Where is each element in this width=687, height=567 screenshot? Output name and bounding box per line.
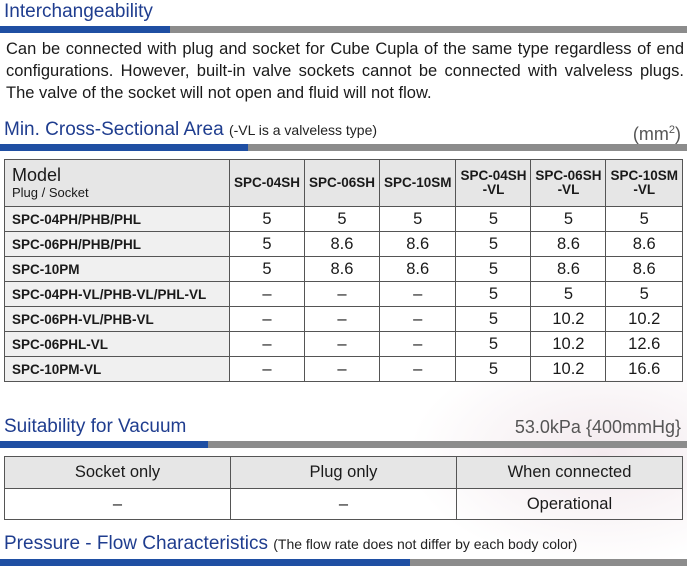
row-label: SPC-04PH/PHB/PHL (5, 207, 230, 232)
row-label: SPC-06PHL-VL (5, 332, 230, 357)
pressure-flow-title: Pressure - Flow Characteristics (The flow rate does not differ by each body color) (4, 533, 578, 554)
cross-section-header-row (5, 160, 683, 207)
table-cell: 5 (456, 232, 531, 257)
pressure-flow-note: (The flow rate does not differ by each body color) (273, 536, 578, 552)
interchangeability-text: Can be connected with plug and socket for Cube Cupla of the same type regardless of end configurations. However, built-in valve sockets cannot be connected with valveless plugs. The valve of the socket will not open and fluid will not flow. (6, 40, 684, 102)
table-row (5, 232, 683, 257)
cross-section-unit: $(mm^2)$ (632, 124, 681, 144)
table-row (5, 207, 683, 232)
row-label: SPC-04PH-VL/PHB-VL/PHL-VL (5, 282, 230, 307)
table-cell: 5 (456, 207, 531, 232)
interchangeability-title: Interchangeability (4, 1, 153, 22)
table-cell: 12.6 (606, 332, 683, 357)
table-row (5, 307, 683, 332)
column-header: SPC-10SM (379, 160, 456, 207)
table-cell: 8.6 (379, 232, 456, 257)
table-cell: 5 (230, 232, 305, 257)
table-cell: 5 (456, 282, 531, 307)
table-cell: – (379, 332, 456, 357)
vacuum-rule (0, 441, 687, 448)
table-row (5, 332, 683, 357)
vacuum-value: 53.0kPa {400mmHg} (514, 417, 681, 437)
table-cell: 5 (379, 207, 456, 232)
table-cell: – (304, 307, 379, 332)
row-label: SPC-06PH/PHB/PHL (5, 232, 230, 257)
vacuum-plug-value: – (231, 489, 457, 520)
table-cell: 8.6 (606, 232, 683, 257)
table-row (5, 257, 683, 282)
vacuum-header-plug: Plug only (231, 457, 457, 489)
table-cell: 16.6 (606, 357, 683, 382)
column-header: SPC-04SH (230, 160, 305, 207)
table-cell: 5 (456, 307, 531, 332)
cross-section-table (4, 159, 683, 382)
column-header: SPC-06SH (304, 160, 379, 207)
table-cell: 5 (531, 207, 606, 232)
table-cell: 5 (230, 207, 305, 232)
table-cell: 5 (456, 332, 531, 357)
table-row (5, 282, 683, 307)
vacuum-socket-value: – (5, 489, 231, 520)
table-cell: 10.2 (606, 307, 683, 332)
table-cell: – (379, 357, 456, 382)
table-cell: 10.2 (531, 332, 606, 357)
table-cell: – (230, 357, 305, 382)
column-header: SPC-10SM -VL (606, 160, 683, 207)
table-row (5, 357, 683, 382)
table-cell: 8.6 (304, 232, 379, 257)
table-cell: – (230, 332, 305, 357)
vacuum-header-connected: When connected (457, 457, 683, 489)
table-cell: – (304, 357, 379, 382)
table-cell: 5 (606, 282, 683, 307)
vacuum-connected-value: Operational (457, 489, 683, 520)
table-cell: – (304, 282, 379, 307)
table-cell: 8.6 (606, 257, 683, 282)
row-label: SPC-06PH-VL/PHB-VL (5, 307, 230, 332)
row-label: SPC-10PM-VL (5, 357, 230, 382)
table-cell: – (230, 307, 305, 332)
column-header: SPC-06SH -VL (531, 160, 606, 207)
table-cell: 5 (531, 282, 606, 307)
table-cell: 8.6 (531, 232, 606, 257)
table-cell: 8.6 (379, 257, 456, 282)
table-cell: 10.2 (531, 357, 606, 382)
table-cell: – (379, 307, 456, 332)
vacuum-header-socket: Socket only (5, 457, 231, 489)
pressure-flow-rule (0, 559, 687, 566)
cross-section-title: Min. Cross-Sectional Area (-VL is a valveless type) (4, 119, 378, 140)
vacuum-table (4, 456, 683, 520)
vacuum-title: Suitability for Vacuum (4, 416, 187, 437)
cross-section-note: (-VL is a valveless type) (228, 122, 378, 138)
table-cell: 8.6 (531, 257, 606, 282)
table-cell: – (304, 332, 379, 357)
table-cell: 5 (456, 257, 531, 282)
table-cell: – (230, 282, 305, 307)
row-label: SPC-10PM (5, 257, 230, 282)
table-cell: 10.2 (531, 307, 606, 332)
model-header: Model Plug / Socket (5, 160, 230, 207)
table-cell: 5 (456, 357, 531, 382)
table-cell: 5 (304, 207, 379, 232)
column-header: SPC-04SH -VL (456, 160, 531, 207)
table-cell: – (379, 282, 456, 307)
table-cell: 5 (230, 257, 305, 282)
cross-section-rule (0, 144, 687, 151)
table-cell: 5 (606, 207, 683, 232)
table-cell: 8.6 (304, 257, 379, 282)
interchangeability-rule (0, 26, 687, 33)
